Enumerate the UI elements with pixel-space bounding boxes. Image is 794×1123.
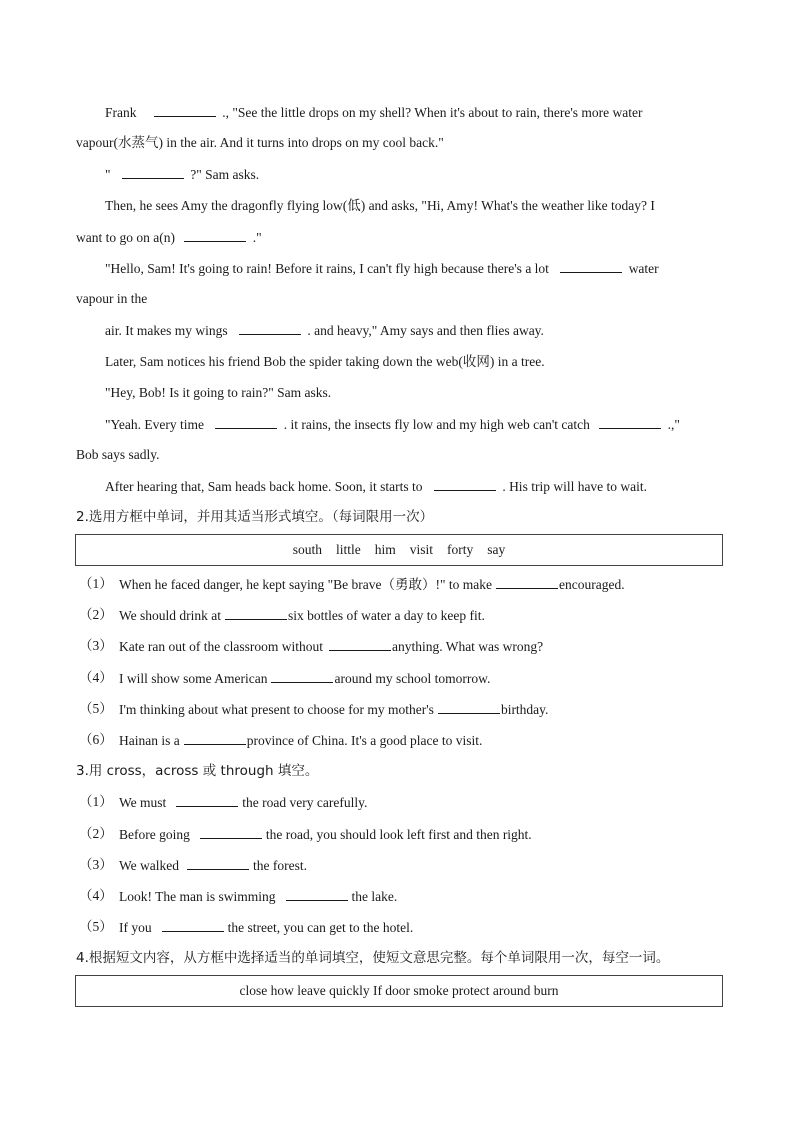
question-text bbox=[119, 606, 485, 625]
passage-line-8 bbox=[105, 321, 544, 340]
question-number: （3） bbox=[79, 857, 113, 872]
answer-blank[interactable] bbox=[329, 637, 391, 651]
answer-blank[interactable] bbox=[599, 415, 661, 429]
passage-text: water bbox=[628, 261, 659, 276]
answer-blank[interactable] bbox=[496, 575, 558, 589]
question-number: （6） bbox=[79, 732, 113, 747]
question-text-part: the street, you can get to the hotel. bbox=[227, 920, 414, 935]
word-box-item: say bbox=[487, 542, 506, 557]
question-text-part: encouraged. bbox=[558, 577, 625, 592]
passage-line-1 bbox=[105, 103, 643, 122]
question-number: （2） bbox=[79, 826, 113, 841]
question-text-part: We walked bbox=[119, 858, 180, 873]
question-text bbox=[119, 637, 543, 656]
answer-blank[interactable] bbox=[239, 321, 301, 335]
word-box-item: south bbox=[292, 542, 322, 557]
section-4-word-box bbox=[75, 975, 723, 1007]
passage-text: ?" Sam asks. bbox=[190, 167, 260, 182]
passage-text: vapour in the bbox=[76, 291, 148, 306]
answer-blank[interactable] bbox=[184, 228, 246, 242]
question-text-part: We should drink at bbox=[119, 608, 222, 623]
passage-line-2 bbox=[76, 134, 444, 152]
answer-blank[interactable] bbox=[434, 477, 496, 491]
section-3-heading: 3.用 cross，across 或 through 填空。 bbox=[76, 763, 319, 779]
question-text-part: province of China. It's a good place to visit. bbox=[246, 733, 483, 748]
question-number: （5） bbox=[79, 919, 113, 934]
passage-text: want to go on a(n) bbox=[76, 230, 175, 245]
passage-text: "Hello, Sam! It's going to rain! Before it rains, I can't fly high because there's a lot bbox=[105, 261, 549, 276]
question-text-part: birthday. bbox=[500, 702, 549, 717]
question-number: （1） bbox=[79, 794, 113, 809]
question-text-part: the lake. bbox=[351, 889, 398, 904]
question-text-part: When he faced danger, he kept saying "Be brave（勇敢）!" to make bbox=[119, 577, 492, 592]
question-text bbox=[119, 575, 625, 594]
passage-line-12 bbox=[76, 446, 160, 464]
passage-text: "Hey, Bob! Is it going to rain?" Sam asks. bbox=[105, 385, 332, 400]
passage-line-7 bbox=[76, 290, 147, 308]
passage-line-10 bbox=[105, 384, 331, 402]
passage-text: " bbox=[105, 167, 111, 182]
answer-blank[interactable] bbox=[187, 856, 249, 870]
question-text bbox=[119, 700, 548, 719]
question-text-part: Look! The man is swimming bbox=[119, 889, 276, 904]
passage-text: ., "See the little drops on my shell? When it's about to rain, there's more water bbox=[222, 105, 643, 120]
passage-text: ." bbox=[252, 230, 262, 245]
word-box-item: forty bbox=[447, 542, 474, 557]
passage-text: .," bbox=[667, 417, 680, 432]
word-box-item: visit bbox=[409, 542, 434, 557]
word-box-item: little bbox=[335, 542, 361, 557]
section-4-heading: 4.根据短文内容，从方框中选择适当的单词填空，使短文意思完整。每个单词限用一次，每空一词。 bbox=[76, 950, 670, 966]
question-text-part: around my school tomorrow. bbox=[334, 671, 491, 686]
passage-line-6 bbox=[105, 259, 659, 278]
passage-line-3 bbox=[105, 165, 259, 184]
passage-line-4 bbox=[105, 197, 655, 215]
question-number: （5） bbox=[79, 701, 113, 716]
question-text-part: the road very carefully. bbox=[242, 795, 368, 810]
answer-blank[interactable] bbox=[162, 918, 224, 932]
section-2-word-box bbox=[75, 534, 723, 566]
question-number: （1） bbox=[79, 576, 113, 591]
question-number: （4） bbox=[79, 670, 113, 685]
passage-text: Then, he sees Amy the dragonfly flying low(低) and asks, "Hi, Amy! What's the weather like today? I bbox=[105, 198, 655, 213]
answer-blank[interactable] bbox=[176, 793, 238, 807]
question-text-part: the forest. bbox=[253, 858, 307, 873]
question-text bbox=[119, 731, 482, 750]
answer-blank[interactable] bbox=[154, 103, 216, 117]
word-box-line: close how leave quickly If door smoke protect around burn bbox=[239, 983, 559, 998]
question-text-part: six bottles of water a day to keep fit. bbox=[288, 608, 485, 623]
answer-blank[interactable] bbox=[200, 825, 262, 839]
answer-blank[interactable] bbox=[225, 606, 287, 620]
question-text-part: anything. What was wrong? bbox=[391, 639, 544, 654]
answer-blank[interactable] bbox=[184, 731, 246, 745]
question-number: （3） bbox=[79, 638, 113, 653]
question-text bbox=[119, 918, 413, 937]
question-text bbox=[119, 887, 397, 906]
question-text bbox=[119, 856, 307, 875]
passage-text: . and heavy," Amy says and then flies away. bbox=[307, 323, 544, 338]
question-text-part: Before going bbox=[119, 827, 190, 842]
word-box-item: him bbox=[374, 542, 396, 557]
question-text-part: Hainan is a bbox=[119, 733, 180, 748]
question-text-part: If you bbox=[119, 920, 152, 935]
answer-blank[interactable] bbox=[286, 887, 348, 901]
passage-text: air. It makes my wings bbox=[105, 323, 228, 338]
question-text-part: I will show some American bbox=[119, 671, 268, 686]
answer-blank[interactable] bbox=[122, 165, 184, 179]
question-number: （4） bbox=[79, 888, 113, 903]
passage-text: Bob says sadly. bbox=[76, 447, 160, 462]
question-text bbox=[119, 825, 532, 844]
passage-line-11 bbox=[105, 415, 680, 434]
question-text bbox=[119, 669, 490, 688]
passage-text: vapour(水蒸气) in the air. And it turns into drops on my cool back." bbox=[76, 135, 444, 150]
passage-text: Later, Sam notices his friend Bob the spider taking down the web(收网) in a tree. bbox=[105, 354, 545, 369]
answer-blank[interactable] bbox=[271, 669, 333, 683]
answer-blank[interactable] bbox=[215, 415, 277, 429]
question-text-part: I'm thinking about what present to choose for my mother's bbox=[119, 702, 434, 717]
question-number: （2） bbox=[79, 607, 113, 622]
passage-text: Frank bbox=[105, 105, 137, 120]
passage-text: "Yeah. Every time bbox=[105, 417, 204, 432]
question-text bbox=[119, 793, 367, 812]
passage-text: . it rains, the insects fly low and my high web can't catch bbox=[283, 417, 590, 432]
section-2-heading: 2.选用方框中单词，并用其适当形式填空。（每词限用一次） bbox=[76, 509, 434, 525]
passage-text: After hearing that, Sam heads back home. Soon, it starts to bbox=[105, 479, 423, 494]
question-text-part: Kate ran out of the classroom without bbox=[119, 639, 323, 654]
passage-line-13 bbox=[105, 477, 647, 496]
answer-blank[interactable] bbox=[560, 259, 622, 273]
passage-text: . His trip will have to wait. bbox=[502, 479, 648, 494]
passage-line-5 bbox=[76, 228, 262, 247]
question-text-part: the road, you should look left first and then right. bbox=[265, 827, 532, 842]
answer-blank[interactable] bbox=[438, 700, 500, 714]
passage-line-9 bbox=[105, 353, 545, 371]
question-text-part: We must bbox=[119, 795, 167, 810]
